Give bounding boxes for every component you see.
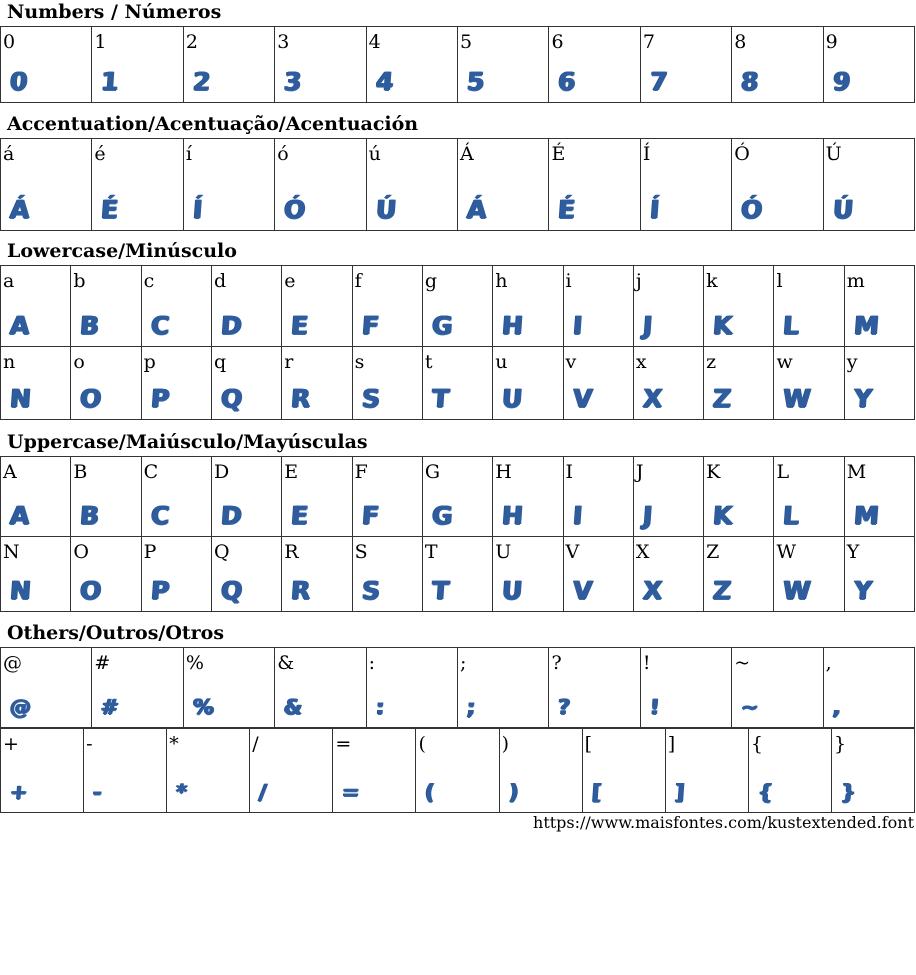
glyph-cell <box>732 27 823 102</box>
glyph-label: r <box>284 351 294 373</box>
glyph-label: w <box>776 351 793 373</box>
glyph-cell <box>423 347 493 419</box>
glyph-label: B <box>73 461 88 483</box>
glyph-cell <box>142 266 212 346</box>
lowercase-row-2 <box>0 346 915 420</box>
glyph-sample: } <box>840 780 857 804</box>
glyph-label: i <box>565 270 572 292</box>
glyph-label: Ú <box>825 143 842 165</box>
glyph-cell <box>142 457 212 536</box>
glyph-label: Á <box>460 143 474 165</box>
glyph-label: E <box>284 461 299 483</box>
glyph-label: D <box>213 461 230 483</box>
glyph-sample: Á <box>466 195 488 224</box>
glyph-label: S <box>354 541 368 563</box>
glyph-sample: C <box>149 311 171 340</box>
glyph-label: 6 <box>551 31 564 53</box>
section-title-accentuation: Accentuation/Acentuação/Acentuación <box>7 113 419 135</box>
glyph-label: ? <box>551 652 562 674</box>
glyph-cell <box>367 27 458 102</box>
glyph-cell <box>333 729 416 812</box>
others-row-1 <box>0 647 915 728</box>
glyph-label: 5 <box>460 31 473 53</box>
glyph-label: e <box>284 270 296 292</box>
glyph-sample: Ó <box>283 195 307 224</box>
glyph-label: ) <box>501 733 509 755</box>
glyph-cell <box>275 139 366 230</box>
glyph-cell <box>282 457 352 536</box>
accentuation-row <box>0 138 915 231</box>
glyph-label: p <box>143 351 156 373</box>
glyph-label: M <box>846 461 867 483</box>
glyph-cell <box>845 537 915 611</box>
glyph-label: 0 <box>3 31 16 53</box>
glyph-cell <box>71 457 141 536</box>
glyph-cell <box>564 457 634 536</box>
glyph-cell <box>845 347 915 419</box>
glyph-label: Ó <box>734 143 750 165</box>
glyph-cell <box>564 347 634 419</box>
glyph-cell <box>1 537 71 611</box>
glyph-sample: ! <box>649 695 661 719</box>
glyph-label: T <box>424 541 438 563</box>
glyph-label: / <box>252 733 259 755</box>
glyph-cell <box>824 139 915 230</box>
glyph-label: H <box>495 461 512 483</box>
glyph-label: ó <box>277 143 289 165</box>
glyph-sample: M <box>852 501 880 530</box>
glyph-sample: Í <box>648 195 661 224</box>
glyph-cell <box>142 537 212 611</box>
glyph-sample: H <box>501 501 525 530</box>
glyph-cell <box>212 457 282 536</box>
glyph-sample: / <box>258 780 268 804</box>
glyph-sample: O <box>79 576 103 605</box>
glyph-sample: L <box>782 501 801 530</box>
glyph-label: : <box>368 652 376 674</box>
glyph-cell <box>634 457 704 536</box>
glyph-cell <box>275 648 366 727</box>
glyph-sample: ] <box>673 780 686 804</box>
glyph-label: g <box>424 270 438 292</box>
glyph-sample: D <box>219 311 243 340</box>
glyph-label: c <box>143 270 155 292</box>
glyph-cell <box>275 27 366 102</box>
glyph-label: * <box>169 733 179 755</box>
glyph-sample: = <box>341 780 361 804</box>
glyph-sample: * <box>175 780 189 804</box>
glyph-label: é <box>94 143 106 165</box>
glyph-label: f <box>354 270 362 292</box>
glyph-sample: % <box>191 695 215 719</box>
glyph-cell <box>423 266 493 346</box>
glyph-sample: H <box>501 311 525 340</box>
glyph-sample: ( <box>424 780 436 804</box>
glyph-cell <box>423 457 493 536</box>
glyph-label: C <box>143 461 159 483</box>
glyph-sample: F <box>360 311 380 340</box>
glyph-label: & <box>277 652 295 674</box>
glyph-cell <box>1 139 92 230</box>
glyph-cell <box>282 537 352 611</box>
glyph-label: b <box>73 270 86 292</box>
glyph-sample: & <box>283 695 304 719</box>
glyph-sample: 7 <box>648 67 669 96</box>
glyph-cell <box>92 27 183 102</box>
glyph-cell <box>92 139 183 230</box>
glyph-cell <box>493 537 563 611</box>
numbers-row <box>0 26 915 103</box>
glyph-sample: V <box>571 384 593 413</box>
glyph-cell <box>367 648 458 727</box>
glyph-cell <box>1 648 92 727</box>
glyph-label: É <box>551 143 566 165</box>
glyph-sample: 9 <box>831 67 852 96</box>
glyph-cell <box>250 729 333 812</box>
glyph-sample: É <box>557 195 577 224</box>
glyph-cell <box>282 347 352 419</box>
glyph-label: R <box>284 541 299 563</box>
glyph-cell <box>641 27 732 102</box>
glyph-sample: O <box>79 384 103 413</box>
section-title-uppercase: Uppercase/Maiúsculo/Mayúsculas <box>7 431 368 453</box>
glyph-label: V <box>565 541 580 563</box>
glyph-sample: I <box>571 311 583 340</box>
glyph-sample: ~ <box>740 695 760 719</box>
glyph-sample: Y <box>852 384 873 413</box>
glyph-label: 2 <box>185 31 198 53</box>
glyph-cell <box>353 266 423 346</box>
glyph-sample: Y <box>852 576 873 605</box>
glyph-sample: R <box>290 384 312 413</box>
glyph-sample: R <box>290 576 312 605</box>
glyph-sample: G <box>430 501 454 530</box>
glyph-sample: X <box>641 576 664 605</box>
glyph-cell <box>282 266 352 346</box>
glyph-label: L <box>776 461 790 483</box>
glyph-sample: N <box>9 576 32 605</box>
lowercase-row-1 <box>0 265 915 347</box>
glyph-cell <box>634 347 704 419</box>
glyph-sample: J <box>641 501 654 530</box>
glyph-cell <box>212 347 282 419</box>
glyph-cell <box>1 457 71 536</box>
glyph-sample: F <box>360 501 380 530</box>
glyph-cell <box>92 648 183 727</box>
glyph-cell <box>71 347 141 419</box>
glyph-sample: Á <box>9 195 31 224</box>
glyph-label: J <box>635 461 644 483</box>
glyph-sample: M <box>852 311 880 340</box>
glyph-cell <box>634 537 704 611</box>
glyph-label: 8 <box>734 31 747 53</box>
glyph-label: j <box>635 270 642 292</box>
glyph-cell <box>458 648 549 727</box>
glyph-sample: C <box>149 501 171 530</box>
others-row-2 <box>0 728 915 813</box>
glyph-label: A <box>3 461 17 483</box>
glyph-label: n <box>3 351 16 373</box>
glyph-sample: ? <box>557 695 572 719</box>
glyph-sample: 2 <box>191 67 212 96</box>
glyph-sample: [ <box>590 780 603 804</box>
glyph-label: Í <box>642 143 651 165</box>
glyph-sample: I <box>571 501 583 530</box>
glyph-label: ; <box>460 652 467 674</box>
glyph-label: ] <box>667 733 676 755</box>
glyph-cell <box>353 347 423 419</box>
glyph-cell <box>704 347 774 419</box>
glyph-cell <box>493 266 563 346</box>
glyph-cell <box>774 457 844 536</box>
glyph-cell <box>167 729 250 812</box>
glyph-label: + <box>3 733 19 755</box>
glyph-label: í <box>185 143 192 165</box>
glyph-label: F <box>354 461 368 483</box>
glyph-sample: J <box>641 311 654 340</box>
glyph-label: P <box>143 541 157 563</box>
glyph-label: G <box>424 461 441 483</box>
glyph-label: u <box>495 351 508 373</box>
glyph-sample: N <box>9 384 32 413</box>
glyph-sample: Í <box>191 195 204 224</box>
glyph-cell <box>774 266 844 346</box>
glyph-cell <box>458 139 549 230</box>
glyph-cell <box>704 266 774 346</box>
glyph-sample: A <box>9 311 31 340</box>
glyph-cell <box>704 457 774 536</box>
glyph-label: ! <box>642 652 651 674</box>
section-title-lowercase: Lowercase/Minúsculo <box>7 240 237 262</box>
glyph-cell <box>500 729 583 812</box>
glyph-cell <box>845 266 915 346</box>
glyph-sample: P <box>149 384 171 413</box>
glyph-sample: T <box>430 384 450 413</box>
glyph-cell <box>549 139 640 230</box>
glyph-sample: { <box>757 780 774 804</box>
glyph-sample: Ú <box>831 195 855 224</box>
glyph-label: ( <box>418 733 426 755</box>
glyph-sample: 4 <box>374 67 395 96</box>
glyph-sample: # <box>100 695 120 719</box>
glyph-label: á <box>3 143 15 165</box>
glyph-sample: P <box>149 576 171 605</box>
glyph-sample: Ó <box>740 195 764 224</box>
glyph-sample: E <box>290 501 310 530</box>
glyph-label: ú <box>368 143 381 165</box>
glyph-cell <box>458 27 549 102</box>
glyph-cell <box>84 729 167 812</box>
glyph-label: W <box>776 541 796 563</box>
glyph-sample: B <box>79 501 101 530</box>
glyph-cell <box>774 347 844 419</box>
glyph-label: 4 <box>368 31 381 53</box>
glyph-label: # <box>94 652 111 674</box>
glyph-sample: É <box>100 195 120 224</box>
glyph-label: y <box>846 351 858 373</box>
glyph-sample: A <box>9 501 31 530</box>
glyph-cell <box>549 27 640 102</box>
glyph-cell <box>184 27 275 102</box>
glyph-sample: - <box>92 780 103 804</box>
glyph-sample: K <box>712 311 734 340</box>
glyph-label: 9 <box>825 31 838 53</box>
glyph-cell <box>1 729 84 812</box>
glyph-sample: G <box>430 311 454 340</box>
glyph-cell <box>367 139 458 230</box>
glyph-sample: @ <box>9 695 32 719</box>
glyph-label: d <box>213 270 227 292</box>
glyph-cell <box>353 457 423 536</box>
footer-source-link[interactable]: https://www.maisfontes.com/kustextended.font <box>533 813 914 832</box>
glyph-label: I <box>565 461 574 483</box>
glyph-sample: W <box>782 576 813 605</box>
glyph-label: ~ <box>734 652 751 674</box>
glyph-label: z <box>706 351 717 373</box>
glyph-label: [ <box>584 733 593 755</box>
glyph-sample: U <box>501 576 524 605</box>
glyph-sample: X <box>641 384 664 413</box>
glyph-cell <box>493 457 563 536</box>
glyph-sample: S <box>360 576 381 605</box>
section-title-numbers: Numbers / Números <box>7 1 222 23</box>
glyph-cell <box>353 537 423 611</box>
glyph-label: a <box>3 270 15 292</box>
glyph-sample: 1 <box>100 67 120 96</box>
glyph-sample: Z <box>712 576 733 605</box>
glyph-cell <box>184 139 275 230</box>
glyph-cell <box>71 537 141 611</box>
glyph-cell <box>1 347 71 419</box>
glyph-cell <box>549 648 640 727</box>
glyph-sample: : <box>374 695 385 719</box>
glyph-sample: Q <box>219 384 244 413</box>
glyph-label: t <box>424 351 433 373</box>
glyph-label: Y <box>846 541 860 563</box>
glyph-cell <box>1 266 71 346</box>
glyph-sample: Z <box>712 384 733 413</box>
glyph-cell <box>824 648 915 727</box>
glyph-sample: , <box>831 695 842 719</box>
glyph-label: l <box>776 270 783 292</box>
glyph-label: q <box>213 351 227 373</box>
glyph-label: @ <box>3 652 22 674</box>
glyph-cell <box>71 266 141 346</box>
glyph-cell <box>732 139 823 230</box>
glyph-sample: E <box>290 311 310 340</box>
glyph-cell <box>666 729 749 812</box>
glyph-cell <box>641 139 732 230</box>
glyph-label: U <box>495 541 512 563</box>
glyph-label: h <box>495 270 508 292</box>
glyph-sample: 8 <box>740 67 760 96</box>
glyph-label: Q <box>213 541 230 563</box>
glyph-label: 1 <box>94 31 107 53</box>
glyph-label: = <box>335 733 352 755</box>
uppercase-row-2 <box>0 536 915 612</box>
uppercase-row-1 <box>0 456 915 537</box>
glyph-sample: T <box>430 576 450 605</box>
glyph-label: 7 <box>642 31 655 53</box>
glyph-sample: 5 <box>466 67 486 96</box>
glyph-cell <box>1 27 92 102</box>
glyph-sample: S <box>360 384 381 413</box>
glyph-label: 3 <box>277 31 290 53</box>
glyph-sample: U <box>501 384 524 413</box>
glyph-label: k <box>706 270 718 292</box>
glyph-sample: B <box>79 311 101 340</box>
glyph-label: s <box>354 351 365 373</box>
glyph-cell <box>824 27 915 102</box>
glyph-sample: K <box>712 501 734 530</box>
glyph-cell <box>493 347 563 419</box>
glyph-label: X <box>635 541 650 563</box>
glyph-cell <box>583 729 666 812</box>
glyph-label: } <box>833 733 847 755</box>
glyph-sample: W <box>782 384 813 413</box>
glyph-label: - <box>86 733 93 755</box>
glyph-label: x <box>635 351 647 373</box>
glyph-label: % <box>185 652 204 674</box>
glyph-cell <box>564 537 634 611</box>
glyph-label: , <box>825 652 832 674</box>
glyph-cell <box>845 457 915 536</box>
glyph-cell <box>212 266 282 346</box>
glyph-sample: D <box>219 501 243 530</box>
glyph-label: K <box>706 461 721 483</box>
glyph-sample: 6 <box>557 67 577 96</box>
glyph-sample: 3 <box>283 67 303 96</box>
glyph-label: v <box>565 351 577 373</box>
glyph-label: Z <box>706 541 720 563</box>
glyph-cell <box>704 537 774 611</box>
glyph-cell <box>634 266 704 346</box>
glyph-cell <box>142 347 212 419</box>
glyph-label: N <box>3 541 20 563</box>
glyph-cell <box>184 648 275 727</box>
glyph-sample: L <box>782 311 801 340</box>
glyph-sample: ; <box>466 695 477 719</box>
section-title-others: Others/Outros/Otros <box>7 622 225 644</box>
glyph-cell <box>423 537 493 611</box>
glyph-sample: + <box>9 780 29 804</box>
glyph-cell <box>416 729 499 812</box>
glyph-cell <box>564 266 634 346</box>
glyph-label: O <box>73 541 89 563</box>
glyph-sample: V <box>571 576 593 605</box>
glyph-cell <box>212 537 282 611</box>
glyph-cell <box>832 729 915 812</box>
glyph-cell <box>641 648 732 727</box>
glyph-cell <box>732 648 823 727</box>
glyph-label: m <box>846 270 865 292</box>
glyph-sample: ) <box>507 780 520 804</box>
glyph-cell <box>749 729 832 812</box>
glyph-cell <box>774 537 844 611</box>
glyph-sample: Q <box>219 576 244 605</box>
glyph-label: { <box>750 733 763 755</box>
glyph-sample: Ú <box>374 195 397 224</box>
glyph-sample: 0 <box>9 67 29 96</box>
glyph-label: o <box>73 351 85 373</box>
